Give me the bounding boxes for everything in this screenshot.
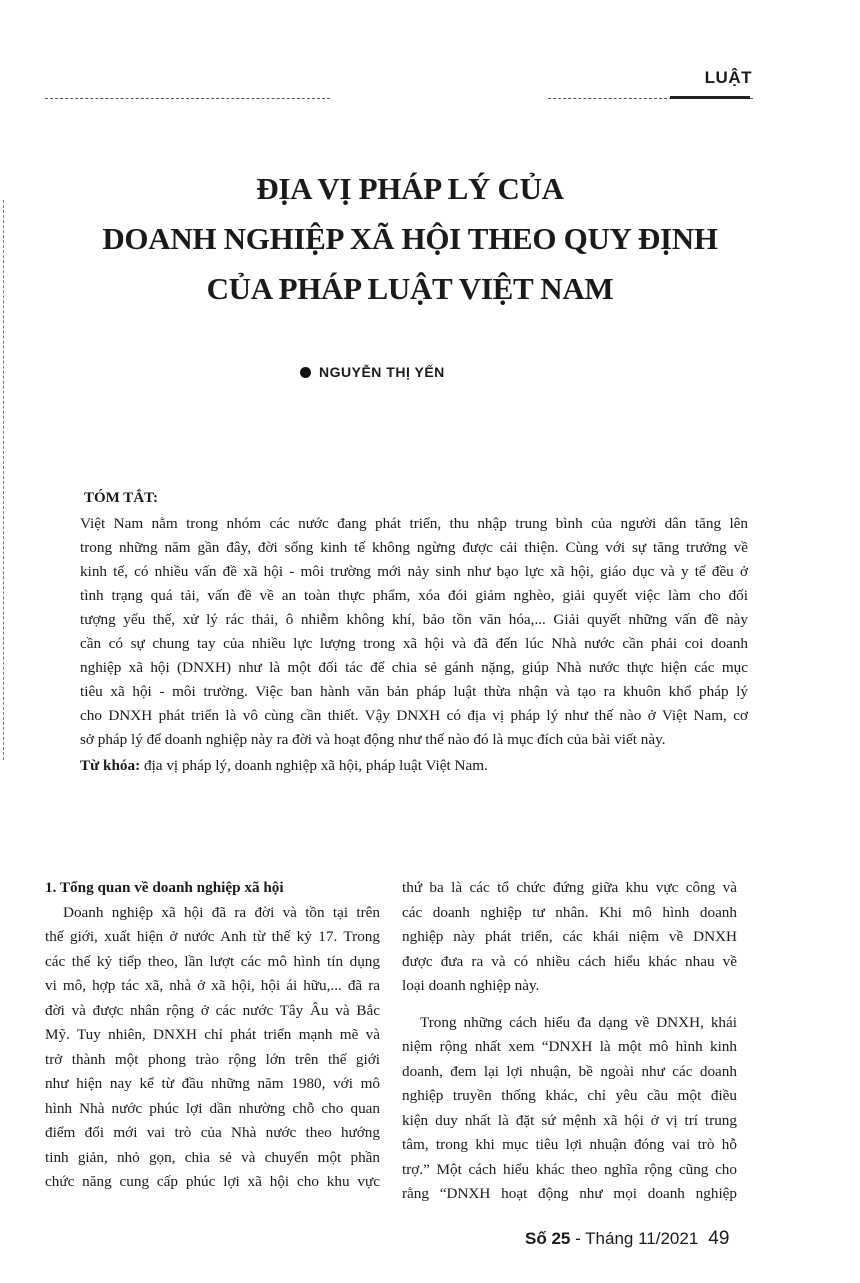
abstract-line: tiêu xã hội - môi trường. Việc ban hành văn bản pháp luật thừa nhận và tạo ra khuôn khổ pháp lý xyxy=(80,683,748,700)
author-name: NGUYỄN THỊ YẾN xyxy=(319,364,445,380)
body-line: hình Nhà nước phúc lợi dần nhường chỗ cho quan xyxy=(45,1099,380,1117)
bullet-icon xyxy=(300,367,311,378)
body-line: như hiện nay kể từ đầu những năm 1980, với mô xyxy=(45,1075,380,1092)
body-line: chức năng cung cấp phúc lợi xã hội cho khu vực xyxy=(45,1173,380,1190)
keywords-text: địa vị pháp lý, doanh nghiệp xã hội, pháp luật Việt Nam. xyxy=(140,757,488,774)
author-byline xyxy=(300,364,600,380)
issue-label: Số 25 xyxy=(525,1229,571,1248)
body-line: trở thành một phong trào rộng lớn trên thế giới xyxy=(45,1050,380,1068)
abstract-line: tình trạng quá tải, vấn đề về an toàn thực phẩm, xóa đói giảm nghèo, giải quyết việc làm cho đối xyxy=(80,587,748,604)
body-line: được đưa ra và có nhiều cách hiểu khác nhau về xyxy=(402,952,737,970)
body-line: điểm đổi mới vai trò của Nhà nước theo hướng xyxy=(45,1124,380,1141)
keywords xyxy=(80,754,748,778)
keywords-label: Từ khóa: xyxy=(80,757,141,774)
body-line: các thế kỷ tiếp theo, lần lượt các mô hình tín dụng xyxy=(45,952,380,970)
abstract-body xyxy=(80,512,748,752)
body-line: nghiệp truyền thống khác, chỉ yêu cầu một điều xyxy=(402,1087,737,1104)
abstract-line: Việt Nam nằm trong nhóm các nước đang phát triển, thu nhập trung bình của người dân tăng lên xyxy=(80,515,748,532)
title-line: DOANH NGHIỆP XÃ HỘI THEO QUY ĐỊNH xyxy=(102,221,718,256)
body-line: doanh, đem lại lợi nhuận, bề ngoài như các doanh xyxy=(402,1062,737,1080)
body-line: rằng “DNXH hoạt động như mọi doanh nghiệp xyxy=(402,1185,737,1202)
abstract-line: cho DNXH phát triển là vô cùng cần thiết. Vậy DNXH có địa vị pháp lý như thế nào ở Việt Nam, cơ xyxy=(80,707,748,724)
body-line: niệm rộng nhất xem “DNXH là một mô hình kinh xyxy=(402,1038,737,1055)
page-footer xyxy=(525,1228,755,1250)
body-line: thứ ba là các tổ chức đứng giữa khu vực công và xyxy=(402,879,737,896)
body-column-left xyxy=(45,876,380,1195)
article-title xyxy=(40,164,780,314)
abstract-line: trong những năm gần đây, đời sống kinh tế không ngừng được cải thiện. Cùng với sự tăng trưởng về xyxy=(80,539,748,556)
title-line: ĐỊA VỊ PHÁP LÝ CỦA xyxy=(256,171,564,206)
body-line: đời và được nhân rộng ở các nước Tây Âu và Bắc xyxy=(45,1001,380,1019)
abstract xyxy=(80,486,748,778)
margin-rule xyxy=(3,200,5,760)
body-line: Doanh nghiệp xã hội đã ra đời và tồn tại trên xyxy=(63,903,380,921)
body-line: tâm, trong khi mục tiêu lợi nhuận đóng vai trò hỗ xyxy=(402,1136,737,1153)
body-line: Mỹ. Tuy nhiên, DNXH chỉ phát triển mạnh mẽ và xyxy=(45,1026,380,1043)
header-rule-left xyxy=(45,98,330,99)
body-line: Trong những cách hiểu đa dạng về DNXH, khái xyxy=(420,1013,737,1031)
abstract-line: nghiệp xã hội (DNXH) như là một đối tác để chia sẻ gánh nặng, giúp Nhà nước thực hiện các mục xyxy=(80,659,748,676)
title-line: CỦA PHÁP LUẬT VIỆT NAM xyxy=(206,271,614,306)
section-label: LUẬT xyxy=(704,68,752,87)
body-line: tinh giản, nhỏ gọn, chia sẻ và chuyển một phần xyxy=(45,1148,380,1166)
header-bar xyxy=(670,96,750,99)
body-line: trợ.” Một cách hiểu khác theo nghĩa rộng cũng cho xyxy=(402,1160,737,1178)
abstract-line: sở pháp lý để doanh nghiệp này ra đời và hoạt động như thế nào đó là mục đích của bài viết này. xyxy=(80,731,666,748)
abstract-heading: TÓM TẮT: xyxy=(84,490,159,506)
body-column-right xyxy=(402,876,737,1207)
abstract-line: cần có sự chung tay của nhiều lực lượng trong xã hội và đã đến lúc Nhà nước cần phải coi doanh xyxy=(80,635,748,652)
body-line: vi mô, hợp tác xã, nhà ở xã hội, hội ái hữu,... đã ra xyxy=(45,977,380,994)
body-line: thế giới, xuất hiện ở nước Anh từ thế kỷ 17. Trong xyxy=(45,928,380,945)
body-line: nghiệp này phát triển, các khái niệm về DNXH xyxy=(402,928,737,945)
page-number: 49 xyxy=(708,1228,730,1249)
body-line: các doanh nghiệp tư nhân. Khi mô hình doanh xyxy=(402,903,737,921)
section-heading: 1. Tổng quan về doanh nghiệp xã hội xyxy=(45,879,284,896)
abstract-line: tượng yếu thế, xử lý rác thải, ô nhiễm không khí, bảo tồn văn hóa,... Giải quyết những vấn đề này xyxy=(80,611,748,628)
issue-date: - Tháng 11/2021 xyxy=(570,1229,699,1248)
abstract-line: kinh tế, có nhiều vấn đề xã hội - môi trường mới nảy sinh như bạo lực xã hội, giáo dục và y tế đều ở xyxy=(80,563,748,580)
body-line: kiện duy nhất là đặt sứ mệnh xã hội ở vị trí trung xyxy=(402,1111,737,1129)
body-line: loại doanh nghiệp này. xyxy=(402,977,540,994)
